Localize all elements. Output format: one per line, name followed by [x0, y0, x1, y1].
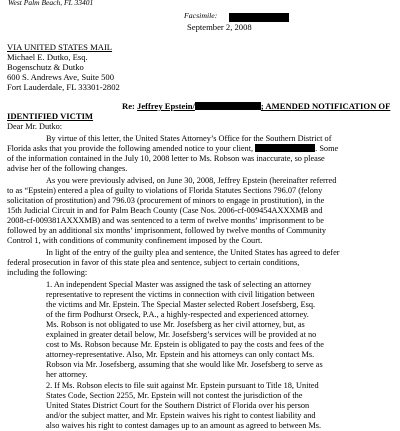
item1-line-10: her attorney.: [46, 370, 88, 379]
sender-address-fragment: West Palm Beach, FL 33401: [8, 0, 94, 7]
item2-line-2: States Code, Section 2255, Mr. Epstein will not contest the jurisdiction of the: [46, 391, 303, 400]
item1-line-8: attorney-representative. Also, Mr. Epstein and his attorneys can only contact Ms.: [46, 350, 315, 359]
p1-line-2-text: Florida asks that you provide the following amended notice to your client,: [7, 144, 254, 153]
item1-line-5: Ms. Robson is not obligated to use Mr. Josefsberg as her civil attorney, but, as: [46, 320, 305, 329]
item1-line-4: of the firm Podhurst Orseck, P.A., a highly-respected and experienced attorney.: [46, 310, 309, 319]
item1-line-1: 1. An independent Special Master was assigned the task of selecting an attorney: [46, 280, 312, 289]
item2-line-5: also waives his right to contest damages up to an amount as agreed to between Ms.: [46, 421, 322, 430]
p2-line-5: 2008-cf-009381AXXXMB) and was sentenced to a term of twelve months’ imprisonment to be: [7, 216, 324, 225]
p2-line-2: to as “Epstein) entered a plea of guilty to violations of Florida Statutes Sections 796.07 (felony: [7, 186, 323, 195]
p1-line-4: advise her of the following changes.: [7, 164, 128, 173]
p1-line-3: of the information contained in the July 10, 2008 letter to Ms. Robson was inaccurate, so please: [7, 154, 325, 163]
item2-line-4: and/or the subject matter, and Mr. Epstein waives his right to contest liability and: [46, 411, 316, 420]
p2-line-3: solicitation of prostitution) and 796.03 (procurement of minors to engage in prostitution), in the: [7, 196, 325, 205]
p3-line-2: federal prosecution in favor of this state plea and sentence, subject to certain conditions,: [7, 258, 300, 267]
item1-line-6: explained in greater detail below, Mr. Josefsberg’s services will be provided at no: [46, 330, 317, 339]
subject-redaction: [195, 102, 261, 110]
subject-re-label: Re:: [122, 101, 135, 111]
subject-rest: ; AMENDED NOTIFICATION OF: [260, 101, 391, 111]
subject-line: [122, 101, 390, 111]
p1-line-2-end: . Some: [315, 144, 339, 153]
subject-name: Jeffrey Epstein/: [137, 101, 195, 111]
p2-line-1: As you were previously advised, on June 30, 2008, Jeffrey Epstein (hereinafter referred: [46, 176, 337, 185]
item1-line-7: cost to Ms. Robson because Mr. Epstein is obligated to pay the costs and fees of the: [46, 340, 324, 349]
p1-line-2: [7, 144, 338, 154]
p2-line-7: Control 1, with conditions of community confinement imposed by the Court.: [7, 236, 263, 245]
letter-date: September 2, 2008: [187, 22, 252, 32]
item2-line-1: 2. If Ms. Robson elects to file suit against Mr. Epstein pursuant to Title 18, United: [46, 381, 319, 390]
client-name-redaction: [255, 144, 315, 152]
p3-line-3: including the following:: [7, 268, 88, 277]
p1-line-1: By virtue of this letter, the United States Attorney’s Office for the Southern District of: [46, 134, 332, 143]
item1-line-3: the victims and Mr. Epstein. The Special Master selected Robert Josefsberg, Esq.: [46, 300, 316, 309]
p2-line-6: followed by an additional six months’ imprisonment, followed by twelve months of Community: [7, 226, 327, 235]
facsimile-redaction: [229, 13, 289, 22]
p2-line-4: 15th Judicial Circuit in and for Palm Beach County (Case Nos. 2006-cf-009454AXXXMB and: [7, 206, 323, 215]
addressee-street: 600 S. Andrews Ave, Suite 500: [7, 72, 115, 82]
item2-line-3: United States District Court for the Southern District of Florida over his person: [46, 401, 310, 410]
delivery-method: VIA UNITED STATES MAIL: [7, 42, 113, 52]
p3-line-1: In light of the entry of the guilty plea and sentence, the United States has agreed to defer: [46, 248, 340, 257]
addressee-firm: Bogenschutz & Dutko: [7, 62, 84, 72]
item1-line-2: representative to represent the victims in connection with civil litigation between: [46, 290, 315, 299]
salutation: Dear Mr. Dutko:: [7, 122, 63, 131]
item1-line-9: Robson via Mr. Josefsberg, assuming that she would like Mr. Josefsberg to serve as: [46, 360, 323, 369]
addressee-name: Michael E. Dutko, Esq.: [7, 52, 88, 62]
addressee-city: Fort Lauderdale, FL 33301-2802: [7, 82, 120, 92]
subject-line-2: IDENTIFIED VICTIM: [7, 111, 94, 121]
facsimile-label: Facsimile:: [184, 11, 218, 20]
